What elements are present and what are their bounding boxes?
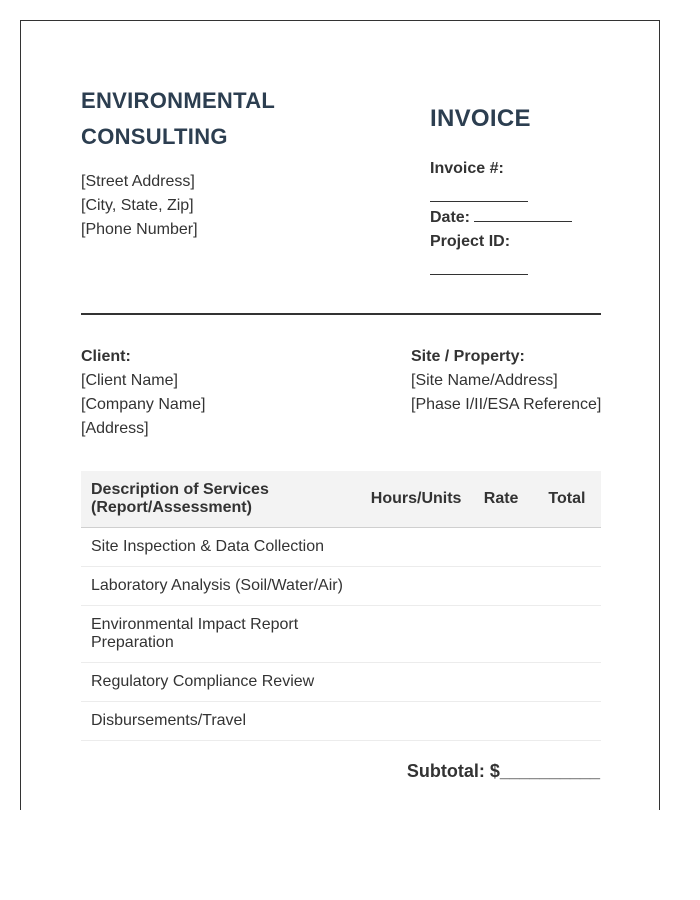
- table-row: [81, 606, 601, 663]
- row-total[interactable]: [533, 567, 601, 606]
- row-rate[interactable]: [469, 663, 532, 702]
- site-name: [Site Name/Address]: [411, 372, 558, 389]
- header-total: Total: [533, 471, 601, 528]
- table-row: [81, 528, 601, 567]
- row-total[interactable]: [533, 702, 601, 741]
- invoice-title: INVOICE: [430, 105, 531, 132]
- services-table: [81, 471, 601, 741]
- invoice-number-label: Invoice #:: [430, 160, 504, 177]
- header-hours: Hours/Units: [363, 471, 470, 528]
- client-name: [Client Name]: [81, 372, 178, 389]
- site-reference: [Phase I/II/ESA Reference]: [411, 396, 602, 413]
- header-rate: Rate: [469, 471, 532, 528]
- table-row: [81, 567, 601, 606]
- row-rate[interactable]: [469, 528, 532, 567]
- invoice-date-label: Date:: [430, 209, 471, 226]
- company-name-line-2: CONSULTING: [81, 124, 228, 149]
- invoice-page: [20, 20, 660, 810]
- header-description: Description of Services (Report/Assessment): [81, 471, 363, 528]
- project-id-label: Project ID:: [430, 233, 511, 250]
- row-rate[interactable]: [469, 702, 532, 741]
- project-id-field[interactable]: [430, 254, 630, 278]
- row-rate[interactable]: [469, 606, 532, 663]
- table-row: [81, 663, 601, 702]
- subtotal: Subtotal: $__________: [406, 761, 600, 781]
- table-header-row: [81, 471, 601, 528]
- company-city: [City, State, Zip]: [81, 197, 194, 214]
- row-total[interactable]: [533, 663, 601, 702]
- row-hours[interactable]: [363, 528, 470, 567]
- invoice-number-field[interactable]: [430, 181, 630, 205]
- row-description: Environmental Impact Report Preparation: [81, 606, 363, 663]
- site-label: Site / Property:: [411, 348, 525, 365]
- row-description: Site Inspection & Data Collection: [81, 528, 363, 567]
- row-hours[interactable]: [363, 567, 470, 606]
- row-rate[interactable]: [469, 567, 532, 606]
- invoice-meta: [430, 157, 630, 278]
- company-name: [81, 83, 341, 155]
- row-description: Laboratory Analysis (Soil/Water/Air): [81, 567, 363, 606]
- company-address: [81, 170, 198, 242]
- site-block: [411, 345, 601, 417]
- row-total[interactable]: [533, 528, 601, 567]
- row-description: Regulatory Compliance Review: [81, 663, 363, 702]
- company-street: [Street Address]: [81, 173, 195, 190]
- client-address: [Address]: [81, 420, 149, 437]
- row-description: Disbursements/Travel: [81, 702, 363, 741]
- invoice-date-field[interactable]: [474, 205, 572, 222]
- table-row: [81, 702, 601, 741]
- company-phone: [Phone Number]: [81, 221, 198, 238]
- row-hours[interactable]: [363, 606, 470, 663]
- header-divider: [81, 313, 601, 315]
- row-total[interactable]: [533, 606, 601, 663]
- client-company: [Company Name]: [81, 396, 206, 413]
- row-hours[interactable]: [363, 702, 470, 741]
- company-name-line-1: ENVIRONMENTAL: [81, 88, 276, 113]
- client-label: Client:: [81, 348, 131, 365]
- row-hours[interactable]: [363, 663, 470, 702]
- client-block: [81, 345, 206, 441]
